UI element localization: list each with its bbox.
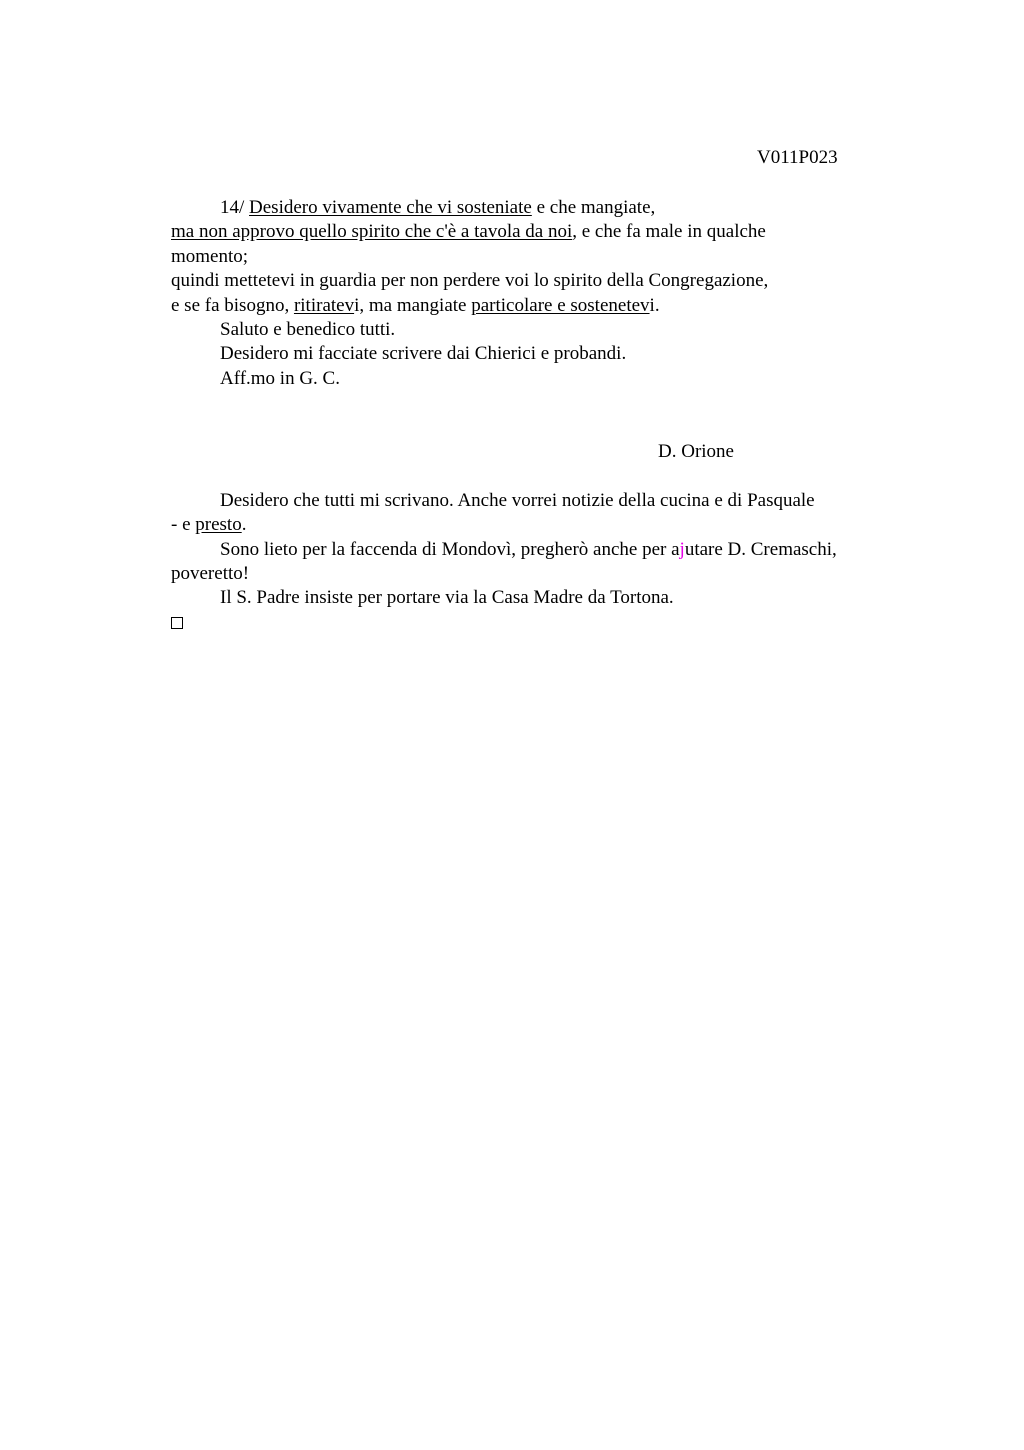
text-run: , e che fa male in qualche <box>572 221 766 243</box>
text-line: poveretto! <box>171 563 250 585</box>
text-line <box>171 196 901 220</box>
text-line: Il S. Padre insiste per portare via la Casa Madre da Tortona. <box>220 587 674 609</box>
underlined-text: presto <box>195 514 242 536</box>
text-line: Saluto e benedico tutti. <box>220 319 396 341</box>
text-run: utare D. Cremaschi, <box>684 538 837 560</box>
text-line <box>171 538 901 562</box>
text-line <box>171 220 901 244</box>
underlined-text: Desidero vivamente che vi sosteniate <box>249 197 532 218</box>
text-run: e che mangiate, <box>531 197 656 218</box>
underlined-text: ma non approvo quello spirito che c'è a tavola da noi <box>171 221 573 243</box>
text-line: momento; <box>171 245 249 267</box>
underlined-text: ritiratev <box>293 294 355 316</box>
page-code: V011P023 <box>757 147 838 168</box>
closing-line: Aff.mo in G. C. <box>220 367 340 389</box>
text-line <box>171 294 901 318</box>
text-run: . <box>241 514 247 536</box>
signature: D. Orione <box>658 441 734 463</box>
end-marker-line <box>171 611 901 636</box>
text-run: Sono lieto per la faccenda di Mondovì, pregherò anche per a <box>220 538 680 560</box>
text-line: Desidero che tutti mi scrivano. Anche vorrei notizie della cucina e di Pasquale <box>220 489 815 511</box>
empty-square-icon <box>171 617 183 629</box>
highlighted-char: j <box>679 538 685 560</box>
paragraph-number: 14/ <box>220 197 250 218</box>
spacer <box>171 464 901 488</box>
text-line: quindi mettetevi in guardia per non perdere voi lo spirito della Congregazione, <box>171 270 769 292</box>
text-run: - e <box>171 514 196 536</box>
letter-body <box>171 196 901 636</box>
text-line: Desidero mi facciate scrivere dai Chierici e probandi. <box>220 343 627 365</box>
spacer <box>171 391 901 440</box>
underlined-text: particolare e sostenetev <box>471 294 650 316</box>
text-run: i, ma mangiate <box>354 294 472 316</box>
text-run: e se fa bisogno, <box>171 294 294 316</box>
text-run: i. <box>649 294 660 316</box>
text-line <box>171 513 901 537</box>
